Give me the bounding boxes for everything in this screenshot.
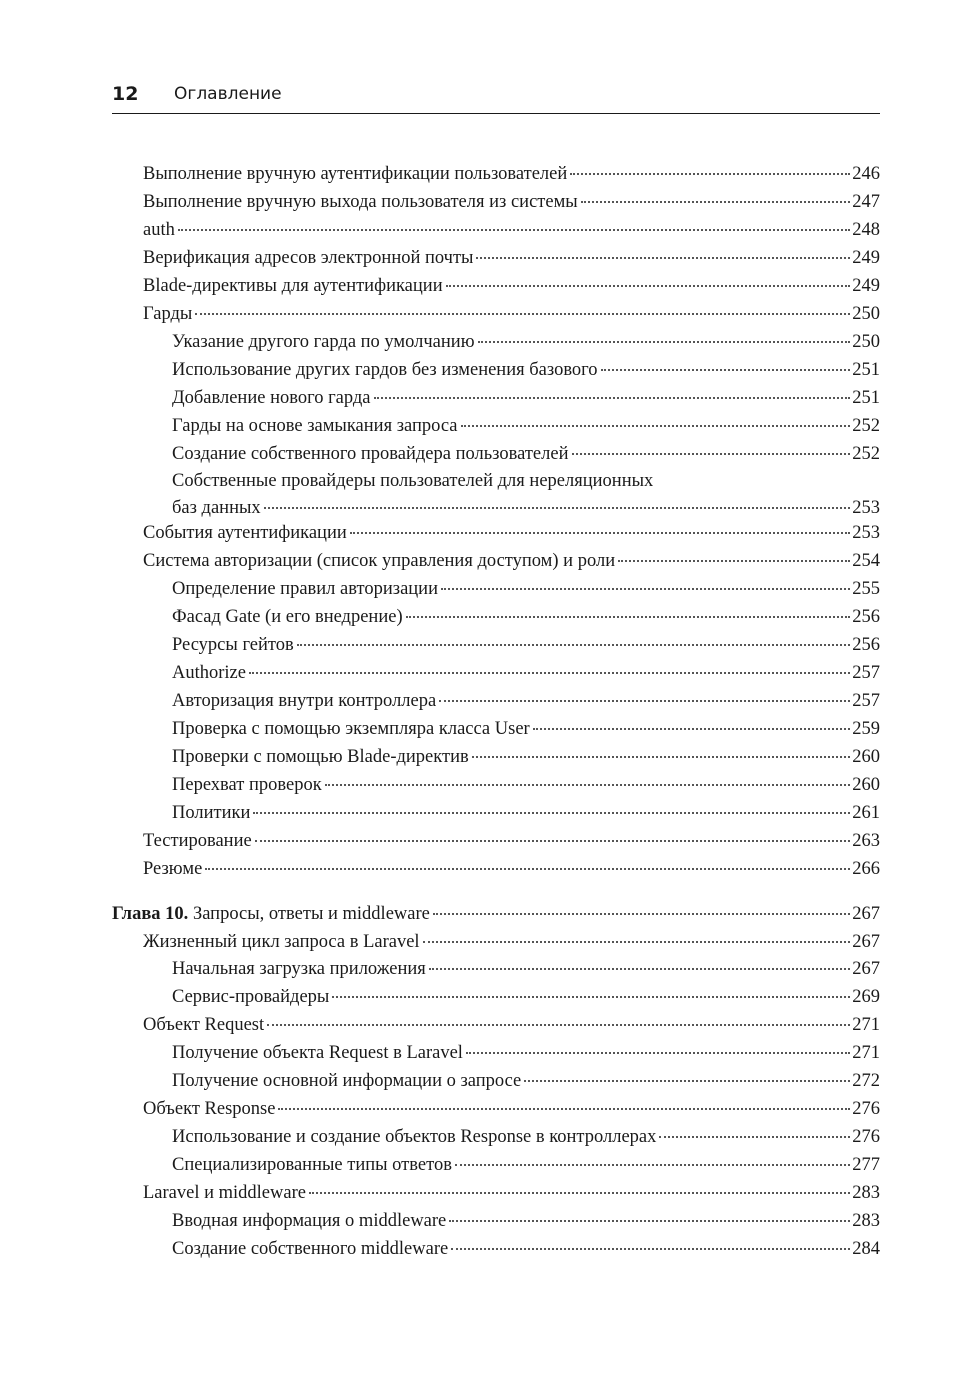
dot-leader xyxy=(249,671,850,674)
toc-entry-title: Указание другого гарда по умолчанию xyxy=(172,332,475,352)
toc-entry-page: 259 xyxy=(852,719,880,739)
toc-entry-title: Гарды на основе замыкания запроса xyxy=(172,416,458,436)
toc-entry xyxy=(172,1039,880,1067)
toc-entry xyxy=(172,384,880,412)
toc-entry-page: 250 xyxy=(852,304,880,324)
dot-leader xyxy=(533,727,851,730)
toc-entry-page: 272 xyxy=(852,1071,880,1091)
toc-entry-title: Добавление нового гарда xyxy=(172,388,371,408)
toc-entry-page: 250 xyxy=(852,332,880,352)
toc-entry-title: Сервис-провайдеры xyxy=(172,987,330,1007)
toc-entry-page: 253 xyxy=(852,498,880,518)
toc-entry xyxy=(143,519,880,547)
toc-entry-title: Вводная информация о middleware xyxy=(172,1211,447,1231)
toc-entry-title: Определение правил авторизации xyxy=(172,579,438,599)
dot-leader xyxy=(439,699,850,702)
toc-entry-title: Объект Response xyxy=(143,1099,276,1119)
toc-entry-title: Blade-директивы для аутентификации xyxy=(143,276,443,296)
toc-entry-page: 255 xyxy=(852,579,880,599)
dot-leader xyxy=(278,1107,850,1110)
toc-entry-title: Фасад Gate (и его внедрение) xyxy=(172,607,403,627)
toc-entry-page: 260 xyxy=(852,747,880,767)
toc-entry-title: Политики xyxy=(172,803,251,823)
toc-entry-page: 267 xyxy=(852,959,880,979)
toc-entry-title: Проверка с помощью экземпляра класса User xyxy=(172,719,530,739)
dot-leader xyxy=(267,1023,850,1026)
toc-entry-title: баз данных xyxy=(172,498,261,518)
toc-entry xyxy=(143,547,880,575)
toc-entry-title: Использование и создание объектов Response в контроллерах xyxy=(172,1127,657,1147)
toc-entry-title: Использование других гардов без изменения базового xyxy=(172,360,598,380)
toc-entry-page: 271 xyxy=(852,1015,880,1035)
toc-entry-title: Специализированные типы ответов xyxy=(172,1155,452,1175)
toc-entry-page: 266 xyxy=(852,859,880,879)
toc-entry xyxy=(143,827,880,855)
toc-entry xyxy=(172,328,880,356)
toc-entry xyxy=(143,188,880,216)
toc-entry-title: Система авторизации (список управления доступом) и роли xyxy=(143,551,616,571)
dot-leader xyxy=(478,340,851,343)
dot-leader xyxy=(572,452,851,455)
toc-entry xyxy=(172,1067,880,1095)
dot-leader xyxy=(446,284,851,287)
toc-entry xyxy=(143,272,880,300)
toc-entry-title: Проверки с помощью Blade-директив xyxy=(172,747,469,767)
toc-entry-title: Laravel и middleware xyxy=(143,1183,306,1203)
toc-entry-title: Резюме xyxy=(143,859,203,879)
toc-entry-title: Запросы, ответы и middleware xyxy=(192,904,430,924)
toc-entry-page: 284 xyxy=(852,1239,880,1259)
dot-leader xyxy=(451,1247,850,1250)
toc-entry-page: 251 xyxy=(852,360,880,380)
toc-entry-title: Перехват проверок xyxy=(172,775,322,795)
toc-entry-page: 253 xyxy=(852,523,880,543)
dot-leader xyxy=(406,615,851,618)
toc-entry-title: События аутентификации xyxy=(143,523,347,543)
toc-entry-page: 263 xyxy=(852,831,880,851)
toc-entry-title: Объект Request xyxy=(143,1015,265,1035)
toc-entry xyxy=(143,244,880,272)
dot-leader xyxy=(449,1219,850,1222)
toc-entry-title: Выполнение вручную аутентификации пользователей xyxy=(143,164,568,184)
toc-entry-title: Создание собственного провайдера пользователей xyxy=(172,444,569,464)
toc-entry xyxy=(172,983,880,1011)
toc-entry-page: 256 xyxy=(852,635,880,655)
dot-leader xyxy=(524,1079,850,1082)
toc-entry xyxy=(172,771,880,799)
toc-entry xyxy=(172,1151,880,1179)
toc-entry xyxy=(143,1011,880,1039)
toc-entry-page: 252 xyxy=(852,444,880,464)
toc-entry-page: 248 xyxy=(852,220,880,240)
toc-entry-title: Ресурсы гейтов xyxy=(172,635,294,655)
dot-leader xyxy=(178,228,850,231)
toc-entry-page: 257 xyxy=(852,691,880,711)
toc-entry xyxy=(172,1235,880,1263)
toc-entry xyxy=(172,356,880,384)
dot-leader xyxy=(325,783,851,786)
dot-leader xyxy=(618,559,850,562)
dot-leader xyxy=(659,1135,850,1138)
toc-entry-page: 251 xyxy=(852,388,880,408)
toc-entry-page: 246 xyxy=(852,164,880,184)
toc-entry xyxy=(143,216,880,244)
dot-leader xyxy=(581,200,851,203)
toc-entry-title: Верификация адресов электронной почты xyxy=(143,248,474,268)
toc-entry xyxy=(172,715,880,743)
toc-entry-title: Получение основной информации о запросе xyxy=(172,1071,522,1091)
toc-entry xyxy=(172,631,880,659)
dot-leader xyxy=(264,506,851,509)
toc-entry xyxy=(172,468,880,518)
toc-entry-title: Выполнение вручную выхода пользователя из системы xyxy=(143,192,578,212)
toc-entry xyxy=(172,575,880,603)
dot-leader xyxy=(309,1191,850,1194)
toc-entry xyxy=(172,687,880,715)
toc-entry-page: 276 xyxy=(852,1099,880,1119)
toc-entry-page: 267 xyxy=(852,932,880,952)
toc-entry xyxy=(172,412,880,440)
toc-entry xyxy=(172,955,880,983)
toc-entry-page: 247 xyxy=(852,192,880,212)
toc-entry-title-line1: Собственные провайдеры пользователей для нереляционных xyxy=(172,471,654,491)
toc-entry-title: Тестирование xyxy=(143,831,252,851)
toc-entry xyxy=(143,1179,880,1207)
toc-entry-page: 269 xyxy=(852,987,880,1007)
toc-entry-title: Получение объекта Request в Laravel xyxy=(172,1043,463,1063)
toc-entry xyxy=(172,1207,880,1235)
dot-leader xyxy=(297,643,851,646)
toc-entry-page: 267 xyxy=(852,904,880,924)
dot-leader xyxy=(195,312,850,315)
toc-entry-title: Начальная загрузка приложения xyxy=(172,959,426,979)
chapter-label: Глава 10. xyxy=(112,904,189,924)
toc-entry xyxy=(172,659,880,687)
toc-entry xyxy=(143,855,880,883)
toc-entry-page: 283 xyxy=(852,1211,880,1231)
dot-leader xyxy=(433,912,850,915)
toc-entry-title: auth xyxy=(143,220,175,240)
toc-entry xyxy=(143,928,880,956)
dot-leader xyxy=(350,531,850,534)
dot-leader xyxy=(601,368,851,371)
toc-entry-page: 261 xyxy=(852,803,880,823)
toc-entry-title: Жизненный цикл запроса в Laravel xyxy=(143,932,420,952)
dot-leader xyxy=(476,256,850,259)
toc-entry-title: Авторизация внутри контроллера xyxy=(172,691,437,711)
dot-leader xyxy=(466,1051,850,1054)
toc-entry-page: 277 xyxy=(852,1155,880,1175)
page-number: 12 xyxy=(112,83,139,105)
toc-entry xyxy=(143,160,880,188)
dot-leader xyxy=(423,940,851,943)
dot-leader xyxy=(205,867,850,870)
running-title: Оглавление xyxy=(174,84,282,104)
toc-entry-page: 257 xyxy=(852,663,880,683)
toc-entry-page: 271 xyxy=(852,1043,880,1063)
toc-entry-title: Гарды xyxy=(143,304,193,324)
toc-entry xyxy=(143,300,880,328)
toc-entry xyxy=(172,799,880,827)
toc-chapter-entry xyxy=(112,900,880,928)
dot-leader xyxy=(472,755,851,758)
toc-entry-page: 249 xyxy=(852,276,880,296)
dot-leader xyxy=(455,1163,850,1166)
toc-entry xyxy=(172,603,880,631)
toc-entry-page: 254 xyxy=(852,551,880,571)
toc-entry xyxy=(143,1095,880,1123)
toc-entry-title: Создание собственного middleware xyxy=(172,1239,449,1259)
toc-entry-page: 256 xyxy=(852,607,880,627)
dot-leader xyxy=(570,172,850,175)
dot-leader xyxy=(374,396,851,399)
dot-leader xyxy=(441,587,850,590)
toc-entry xyxy=(172,440,880,468)
toc-entry xyxy=(172,1123,880,1151)
dot-leader xyxy=(255,839,851,842)
dot-leader xyxy=(332,995,850,998)
toc-entry-page: 283 xyxy=(852,1183,880,1203)
toc-entry-page: 249 xyxy=(852,248,880,268)
dot-leader xyxy=(461,424,851,427)
toc-entry-page: 260 xyxy=(852,775,880,795)
toc-entry xyxy=(172,743,880,771)
toc-entry-page: 252 xyxy=(852,416,880,436)
toc-entry-title: Authorize xyxy=(172,663,246,683)
dot-leader xyxy=(429,967,850,970)
toc-entry-page: 276 xyxy=(852,1127,880,1147)
dot-leader xyxy=(253,811,850,814)
